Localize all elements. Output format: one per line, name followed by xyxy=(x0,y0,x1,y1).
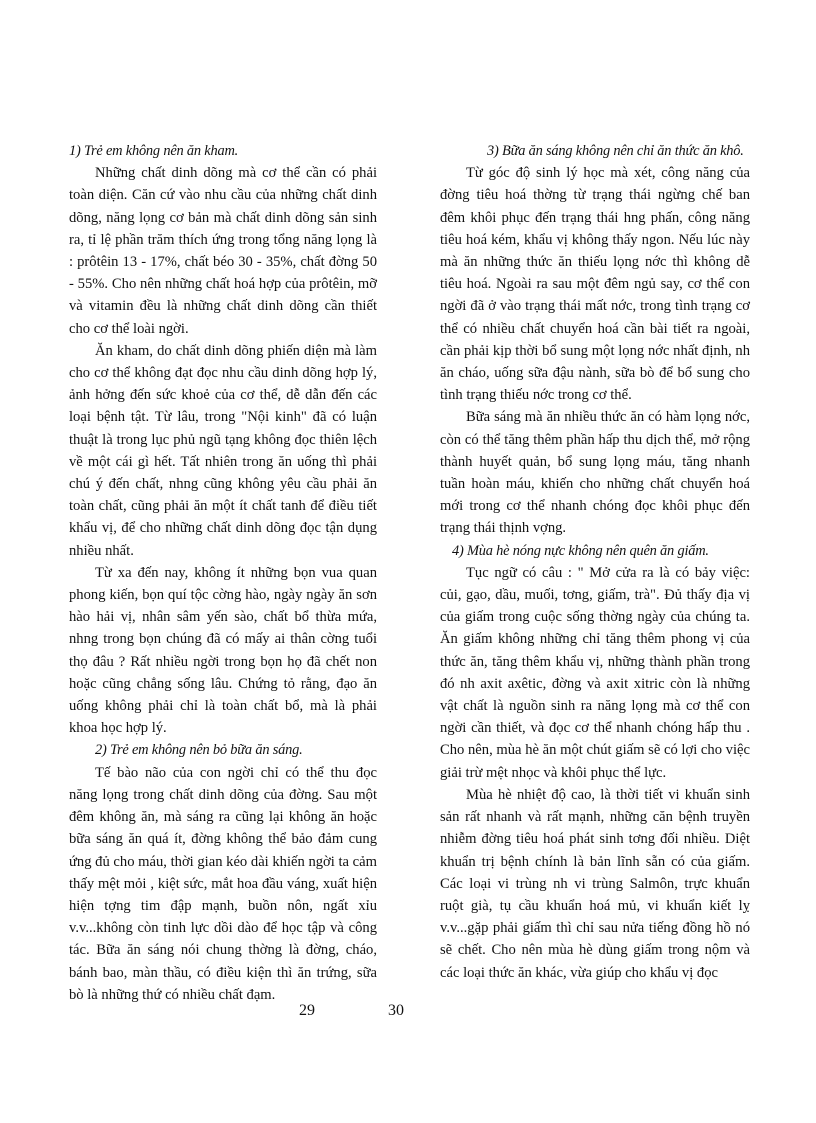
section-heading-2: 2) Trẻ em không nên bỏ bữa ăn sáng. xyxy=(95,742,303,759)
paragraph: Tục ngữ có câu : " Mở cửa ra là có bảy việc: củi, gạo, dầu, muối, tơng, giấm, trà". Đủ thấy địa vị của giấm trong cuộc sống thờng ngày của chúng ta. Ăn giấm không những chỉ tăng thêm phong vị của thức ăn, tăng thêm khẩu vị, những thành phần trong đó nh axit axêtic, đờng và axit xitric còn là những vật chất là nguồn sinh ra năng lọng mà cơ thể con ngời cần thiết, và đọc cơ thể nhanh chóng hấp thu . Cho nên, mùa hè ăn một chút giấm sẽ có lợi cho việc giải trừ mệt nhọc và khôi phục thể lực. xyxy=(440,564,750,781)
paragraph: Bữa sáng mà ăn nhiều thức ăn có hàm lọng nớc, còn có thể tăng thêm phần hấp thu dịch thể, mở rộng thành huyết quản, bổ sung lọng máu, tăng nhanh tuần hoàn máu, khiến cho những chất chuyển hoá mới trong cơ thể nhanh chóng đọc khôi phục đến trạng thái thịnh vợng. xyxy=(440,409,750,537)
paragraph: Những chất dinh dõng mà cơ thể cần có phải toàn diện. Căn cứ vào nhu cầu của những chất dinh dõng, năng lọng cơ bản mà chất dinh dõng sản sinh ra, tỉ lệ phần trăm thích ứng trong tổng năng lọng là : prôtêin 13 - 17%, chất béo 30 - 35%, chất đờng 50 - 55%. Cho nên những chất hoá hợp của prôtêin, mỡ và vitamin đều là những chất dinh dõng cần thiết cho cơ thể loài ngời. xyxy=(69,165,377,337)
paragraph: Ăn kham, do chất dinh dõng phiến diện mà làm cho cơ thể không đạt đọc nhu cầu dinh dõng hợp lý, ảnh hởng đến sức khoẻ của cơ thể, dễ dẫn đến các loại bệnh tật. Từ lâu, trong "Nội kinh" đã có luận thuật là trong lục phủ ngũ tạng không đọc thiên lệch về một cái gì hết. Tất nhiên trong ăn uống thì phải chú ý đến chất, nhng cũng không yêu cầu phải ăn toàn chất, cũng phải ăn một ít chất tanh để điều tiết khẩu vị, để cho những chất dinh dõng đọc tận dụng nhiều nhất. xyxy=(69,342,377,559)
paragraph: Tế bào não của con ngời chỉ có thể thu đọc năng lọng trong chất dinh dõng của đờng. Sau một đêm không ăn, mà sáng ra cũng lại không ăn hoặc bữa sáng ăn quá ít, đờng không thể bảo đảm cung ứng đủ cho máu, thời gian kéo dài khiến ngời ta cảm thấy mệt mỏi , kiệt sức, mắt hoa đầu váng, xuất hiện hiện tợng tim đập mạnh, buồn nôn, ngất xỉu v.v...không còn tinh lực dồi dào để học tập và công tác. Bữa ăn sáng nói chung thờng là đờng, cháo, bánh bao, màn thầu, có điều kiện thì ăn trứng, sữa bò là những thứ có nhiều chất đạm. xyxy=(69,764,377,1003)
left-column xyxy=(69,140,377,1006)
page-number-left: 29 xyxy=(299,1002,315,1019)
section-heading-3: 3) Bữa ăn sáng không nên chỉ ăn thức ăn khô. xyxy=(487,143,744,159)
page-number-right: 30 xyxy=(388,1002,404,1019)
section-heading-4: 4) Mùa hè nóng nực không nên quên ăn giấm. xyxy=(452,542,709,559)
right-column xyxy=(440,140,750,984)
section-heading-1: 1) Trẻ em không nên ăn kham. xyxy=(69,143,239,159)
paragraph: Từ xa đến nay, không ít những bọn vua quan phong kiến, bọn quí tộc cờng hào, ngày ngày ăn sơn hào hải vị, nhân sâm yến sào, chất bổ thừa mứa, nhng trong bọn chúng đã có mấy ai thân cờng tuổi thọ đâu ? Rất nhiều ngời trong bọn họ đã chết non hoặc cũng chẳng sống lâu. Chứng tỏ rằng, đạo ăn uống không phải chỉ là toàn chất bổ, mà là phải khoa học hợp lý. xyxy=(69,564,377,737)
paragraph: Từ góc độ sinh lý học mà xét, công năng của đờng tiêu hoá thờng từ trạng thái ngừng chế ban đêm khôi phục đến trạng thái hng phấn, công năng tiêu hoá kém, khẩu vị không thấy ngon. Nếu lúc này mà ăn những thức ăn thiếu lọng nớc thì không dễ tiêu hoá. Ngoài ra sau một đêm ngủ say, cơ thể con ngời đã ở vào trạng thái mất nớc, trong tình trạng cơ thể có nhiều chất chuyển hoá cần bài tiết ra ngoài, cần phải kịp thời bổ sung một lọng nớc nhất định, nh ăn cháo, uống sữa đậu nành, sữa bò để bổ sung cho tình trạng thiếu nớc trong cơ thể. xyxy=(440,165,750,404)
paragraph: Mùa hè nhiệt độ cao, là thời tiết vi khuẩn sinh sản rất nhanh và rất mạnh, những căn bệnh truyền nhiễm đờng tiêu hoá phát sinh tơng đối nhiều. Diệt khuẩn trị bệnh chính là bản lĩnh sẵn có của giấm. Các loại vi trùng nh vi trùng Salmôn, trực khuẩn ruột già, tụ cầu khuẩn hoá mủ, vi khuẩn kiết lỵ v.v...gặp phải giấm thì chỉ sau nửa tiếng đồng hồ nó sẽ chết. Cho nên mùa hè dùng giấm trong nộm và các loại thức ăn khác, vừa giúp cho khẩu vị đọc xyxy=(440,786,750,981)
